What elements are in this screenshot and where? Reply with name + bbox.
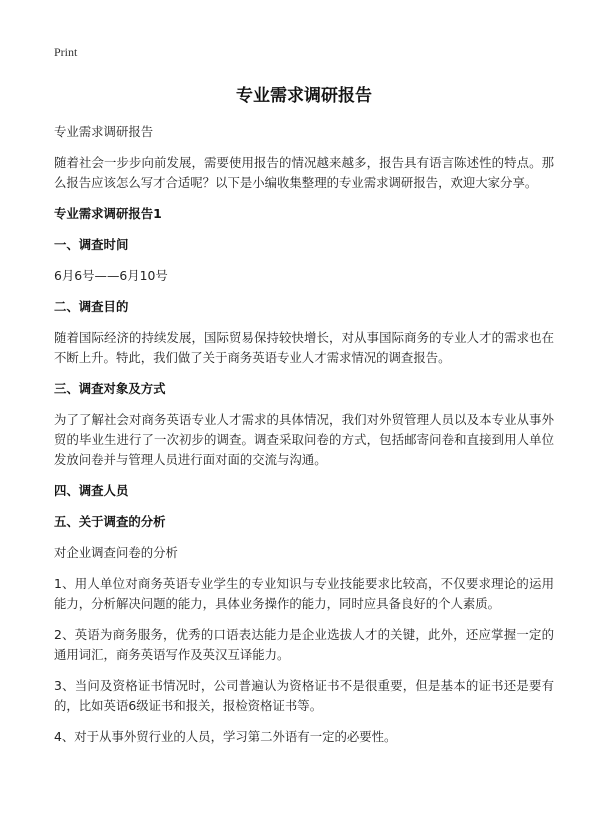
analysis-subheading: 对企业调查问卷的分析 [54,545,178,560]
print-link[interactable]: Print [54,45,78,59]
section-heading-staff: 四、调查人员 [54,483,129,498]
document-title: 专业需求调研报告 [236,86,372,106]
analysis-item-4: 4、对于从事外贸行业的人员，学习第二外语有一定的必要性。 [54,729,397,744]
time-paragraph: 6月6号——6月10号 [54,268,168,283]
section-heading-time: 一、调查时间 [54,237,129,252]
subtitle-paragraph: 专业需求调研报告 [54,124,154,139]
section-heading-analysis: 五、关于调查的分析 [54,514,166,529]
report-heading: 专业需求调研报告1 [54,206,162,221]
purpose-paragraph: 随着国际经济的持续发展，国际贸易保持较快增长，对从事国际商务的专业人才的需求也在不断上升。特此，我们做了关于商务英语专业人才需求情况的调查报告。 [54,330,554,365]
section-heading-purpose: 二、调查目的 [54,299,129,314]
section-heading-subjects: 三、调查对象及方式 [54,381,166,396]
analysis-item-2: 2、英语为商务服务，优秀的口语表达能力是企业选拔人才的关键，此外，还应掌握一定的通用词汇，商务英语写作及英汉互译能力。 [54,627,554,662]
analysis-item-1: 1、用人单位对商务英语专业学生的专业知识与专业技能要求比较高，不仅要求理论的运用能力，分析解决问题的能力，具体业务操作的能力，同时应具备良好的个人素质。 [54,576,554,611]
subjects-paragraph: 为了了解社会对商务英语专业人才需求的具体情况，我们对外贸管理人员以及本专业从事外贸的毕业生进行了一次初步的调查。调查采取问卷的方式，包括邮寄问卷和直接到用人单位发放问卷并与管理人员进行面对面的交流与沟通。 [54,412,554,467]
intro-paragraph: 随着社会一步步向前发展，需要使用报告的情况越来越多，报告具有语言陈述性的特点。那么报告应该怎么写才合适呢？以下是小编收集整理的专业需求调研报告，欢迎大家分享。 [54,155,554,190]
analysis-item-3: 3、当问及资格证书情况时，公司普遍认为资格证书不是很重要，但是基本的证书还是要有的，比如英语6级证书和报关，报检资格证书等。 [54,678,554,713]
